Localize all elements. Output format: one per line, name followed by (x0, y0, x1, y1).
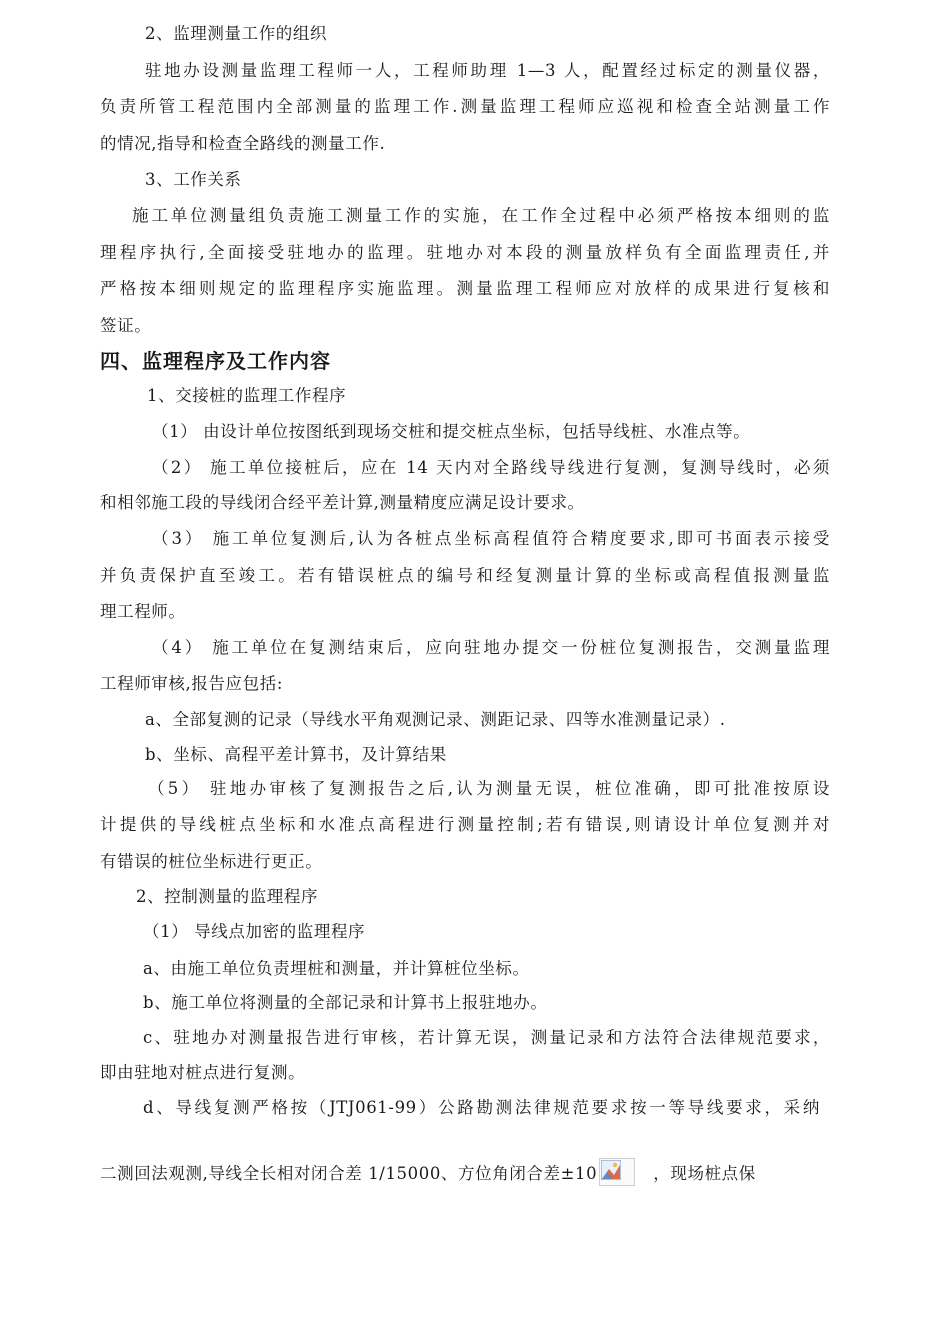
list-item: d、导线复测严格按（JTJ061-99）公路勘测法律规范要求按一等导线要求，采纳 (143, 1098, 820, 1117)
section-heading-survey-organization: 2、监理测量工作的组织 (145, 24, 328, 43)
list-item: （3） 施工单位复测后,认为各桩点坐标高程值符合精度要求,即可书面表示接受 (152, 529, 830, 548)
list-item: b、坐标、高程平差计算书，及计算结果 (145, 745, 447, 764)
paragraph-line: 即由驻地对桩点进行复测。 (100, 1063, 306, 1082)
paragraph-line: 严格按本细则规定的监理程序实施监理。测量监理工程师应对放样的成果进行复核和 (100, 279, 830, 298)
list-item: a、全部复测的记录（导线水平角观测记录、测距记录、四等水准测量记录）. (145, 710, 726, 729)
embedded-ole-image-icon (599, 1158, 635, 1186)
paragraph-line: 工程师审核,报告应包括: (100, 674, 284, 693)
paragraph-line: 和相邻施工段的导线闭合经平差计算,测量精度应满足设计要求。 (100, 493, 585, 512)
paragraph-line: 理程序执行,全面接受驻地办的监理。驻地办对本段的测量放样负有全面监理责任,并 (100, 243, 830, 262)
list-item: b、施工单位将测量的全部记录和计算书上报驻地办。 (143, 993, 548, 1012)
paragraph-line: 计提供的导线桩点坐标和水准点高程进行测量控制;若有错误,则请设计单位复测并对 (100, 815, 830, 834)
paragraph-line: 施工单位测量组负责施工测量工作的实施，在工作全过程中必须严格按本细则的监 (132, 206, 830, 225)
line-text-before: 二测回法观测,导线全长相对闭合差 1/15000、方位角闭合差±10 (100, 1164, 598, 1183)
paragraph-line: 理工程师。 (100, 602, 186, 621)
list-item: （1） 导线点加密的监理程序 (143, 922, 366, 941)
subsection-heading-control-survey: 2、控制测量的监理程序 (136, 887, 319, 906)
list-item: （4） 施工单位在复测结束后，应向驻地办提交一份桩位复测报告，交测量监理 (152, 638, 830, 657)
paragraph-line: 签证。 (100, 316, 152, 335)
paragraph-line: 的情况,指导和检查全路线的测量工作. (100, 134, 386, 153)
paragraph-line: 有错误的桩位坐标进行更正。 (100, 852, 323, 871)
section-heading-work-relationship: 3、工作关系 (145, 170, 242, 189)
list-item: （1） 由设计单位按图纸到现场交桩和提交桩点坐标，包括导线桩、水准点等。 (152, 422, 751, 441)
paragraph-line: 驻地办设测量监理工程师一人，工程师助理 1—3 人，配置经过标定的测量仪器， (145, 61, 830, 80)
subsection-heading-handover: 1、交接桩的监理工作程序 (147, 386, 347, 405)
chapter-heading: 四、监理程序及工作内容 (100, 349, 331, 373)
list-item: a、由施工单位负责埋桩和测量，并计算桩位坐标。 (143, 959, 530, 978)
line-text-after: ，现场桩点保 (653, 1164, 756, 1183)
list-item: c、驻地办对测量报告进行审核，若计算无误，测量记录和方法符合法律规范要求， (143, 1028, 830, 1047)
list-item: （5） 驻地办审核了复测报告之后,认为测量无误，桩位准确，即可批准按原设 (148, 779, 830, 798)
paragraph-line: 并负责保护直至竣工。若有错误桩点的编号和经复测量计算的坐标或高程值报测量监 (100, 566, 830, 585)
list-item: （2） 施工单位接桩后，应在 14 天内对全路线导线进行复测，复测导线时，必须 (152, 458, 830, 477)
paragraph-line: 负责所管工程范围内全部测量的监理工作.测量监理工程师应巡视和检查全站测量工作 (100, 97, 830, 116)
paragraph-line-with-object (100, 1158, 830, 1186)
